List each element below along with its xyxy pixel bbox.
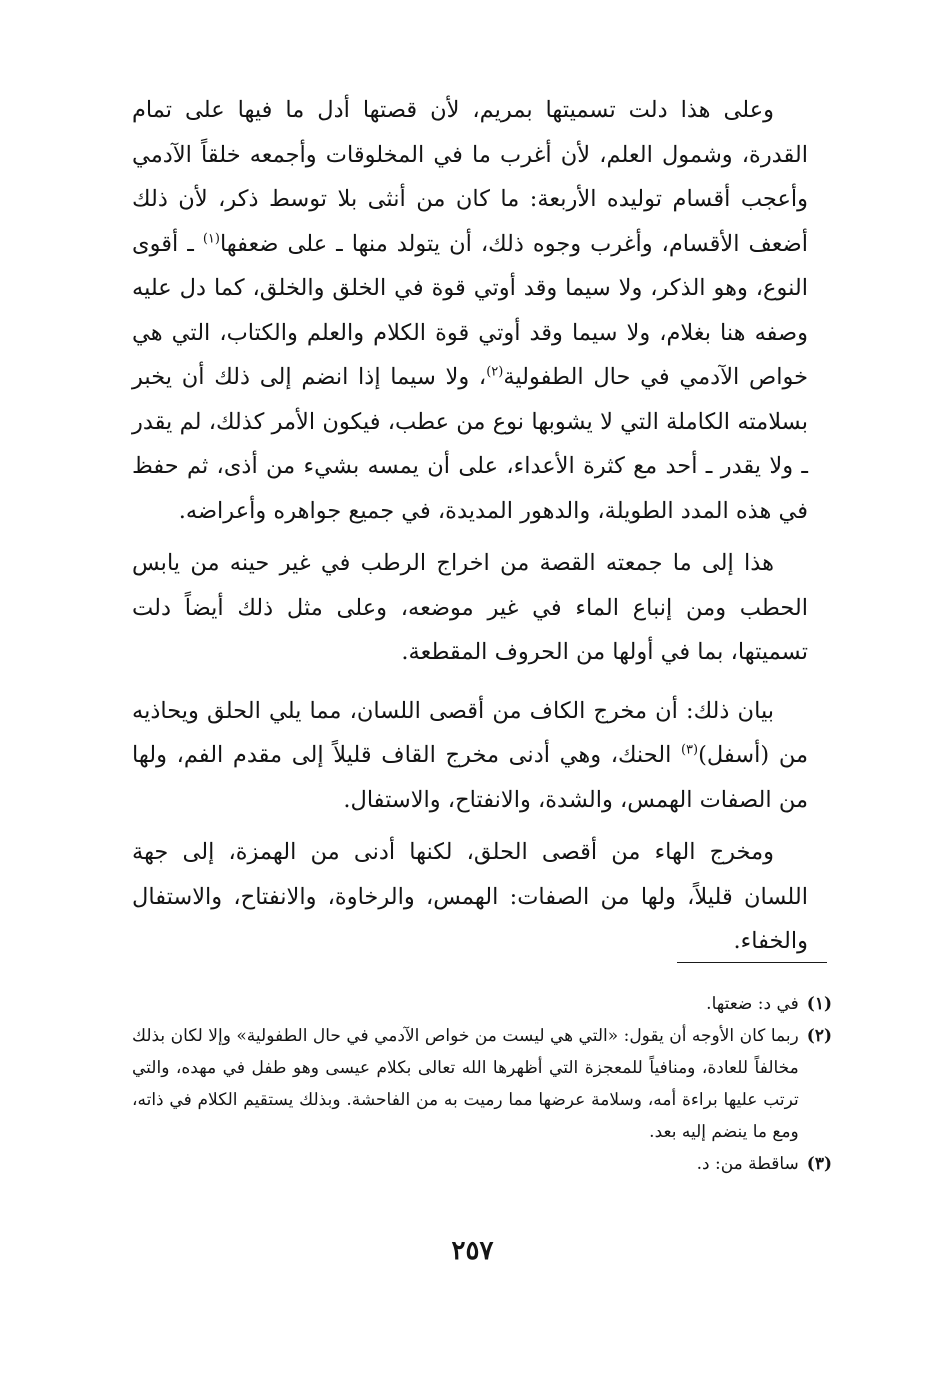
footnote-3 (132, 1148, 832, 1180)
paragraph-3-part-b: الحنك، وهي أدنى مخرج القاف قليلاً إلى مقدم الفم، ولها من الصفات الهمس، والشدة، والانفتاح، والاستفال. (132, 742, 808, 813)
footnote-ref-2: (٢) (486, 364, 504, 380)
footnotes (132, 988, 832, 1180)
paragraph-3-part-a: بيان ذلك: أن مخرج الكاف من أقصى اللسان، مما يلي الحلق ويحاذيه من (أسفل) (132, 697, 808, 768)
footnote-ref-3: (٣) (680, 742, 699, 758)
paragraph-1-part-b: ـ أقوى النوع، وهو الذكر، ولا سيما وقد أوتي قوة في الخلق والخلق، كما دل عليه وصفه هنا بغلام، ولا سيما وقد أوتي قوة الكلام والعلم والكتاب، التي هي خواص الآدمي في حال الطفولية (132, 230, 808, 390)
footnote-separator (677, 962, 827, 963)
paragraph-3 (132, 689, 808, 823)
paragraph-2: هذا إلى ما جمعته القصة من اخراج الرطب في غير حينه من يابس الحطب ومن إنباع الماء في غير موضعه، وعلى مثل ذلك أيضاً دلت تسميتها، بما في أولها من الحروف المقطعة. (132, 550, 808, 665)
paragraph-1-part-a: وعلى هذا دلت تسميتها بمريم، لأن قصتها أدل ما فيها على تمام القدرة، وشمول العلم، لأن أغرب ما في المخلوقات وأجمعه خلقاً الآدمي وأعجب أقسام توليده الأربعة: ما كان من أنثى بلا توسط ذكر، لأن ذلك أضعف الأقسام، وأغرب وجوه ذلك، أن يتولد منها ـ على ضعفها (132, 97, 809, 257)
paragraph-1-part-c: ، ولا سيما إذا انضم إلى ذلك أن يخبر بسلامته الكاملة التي لا يشوبها نوع من عطب، فيكون الأمر كذلك، لم يقدر ـ ولا يقدر ـ أحد مع كثرة الأعداء، على أن يمسه بشيء من أذى، ثم حفظ في هذه المدد الطويلة، والدهور المديدة، في جميع جواهره وأعراضه. (132, 364, 808, 524)
footnote-ref-1: (١) (202, 231, 220, 246)
footnote-2 (132, 1020, 832, 1148)
footnote-text: ساقطة من: د. (696, 1154, 799, 1174)
footnote-number: (١) (806, 994, 832, 1014)
footnote-text: ربما كان الأوجه أن يقول: «التي هي ليست من خواص الآدمي في حال الطفولية» وإلا لكان بذلك مخالفاً للعادة، ومنافياً للمعجزة التي أظهرها الله تعالى بكلام عيسى وهو طفل في مهده، والتي ترتب عليها براءة أمه، وسلامة عرضها مما رميت به من الفاحشة. وبذلك يستقيم الكلام في ذاته، ومع ما ينضم إليه بعد. (132, 1026, 799, 1142)
paragraph-4: ومخرج الهاء من أقصى الحلق، لكنها أدنى من الهمزة، إلى جهة اللسان قليلاً، ولها من الصفات: الهمس، والرخاوة، والانفتاح، والاستفال والخفاء. (132, 839, 808, 954)
page-number: ٢٥٧ (451, 1236, 494, 1266)
footnote-number: (٢) (806, 1026, 832, 1046)
footnote-number: (٣) (806, 1154, 832, 1174)
footnote-text: في د: ضعتها. (706, 994, 799, 1014)
main-text (132, 88, 808, 964)
paragraph-1 (132, 88, 808, 533)
footnote-1 (132, 988, 832, 1020)
